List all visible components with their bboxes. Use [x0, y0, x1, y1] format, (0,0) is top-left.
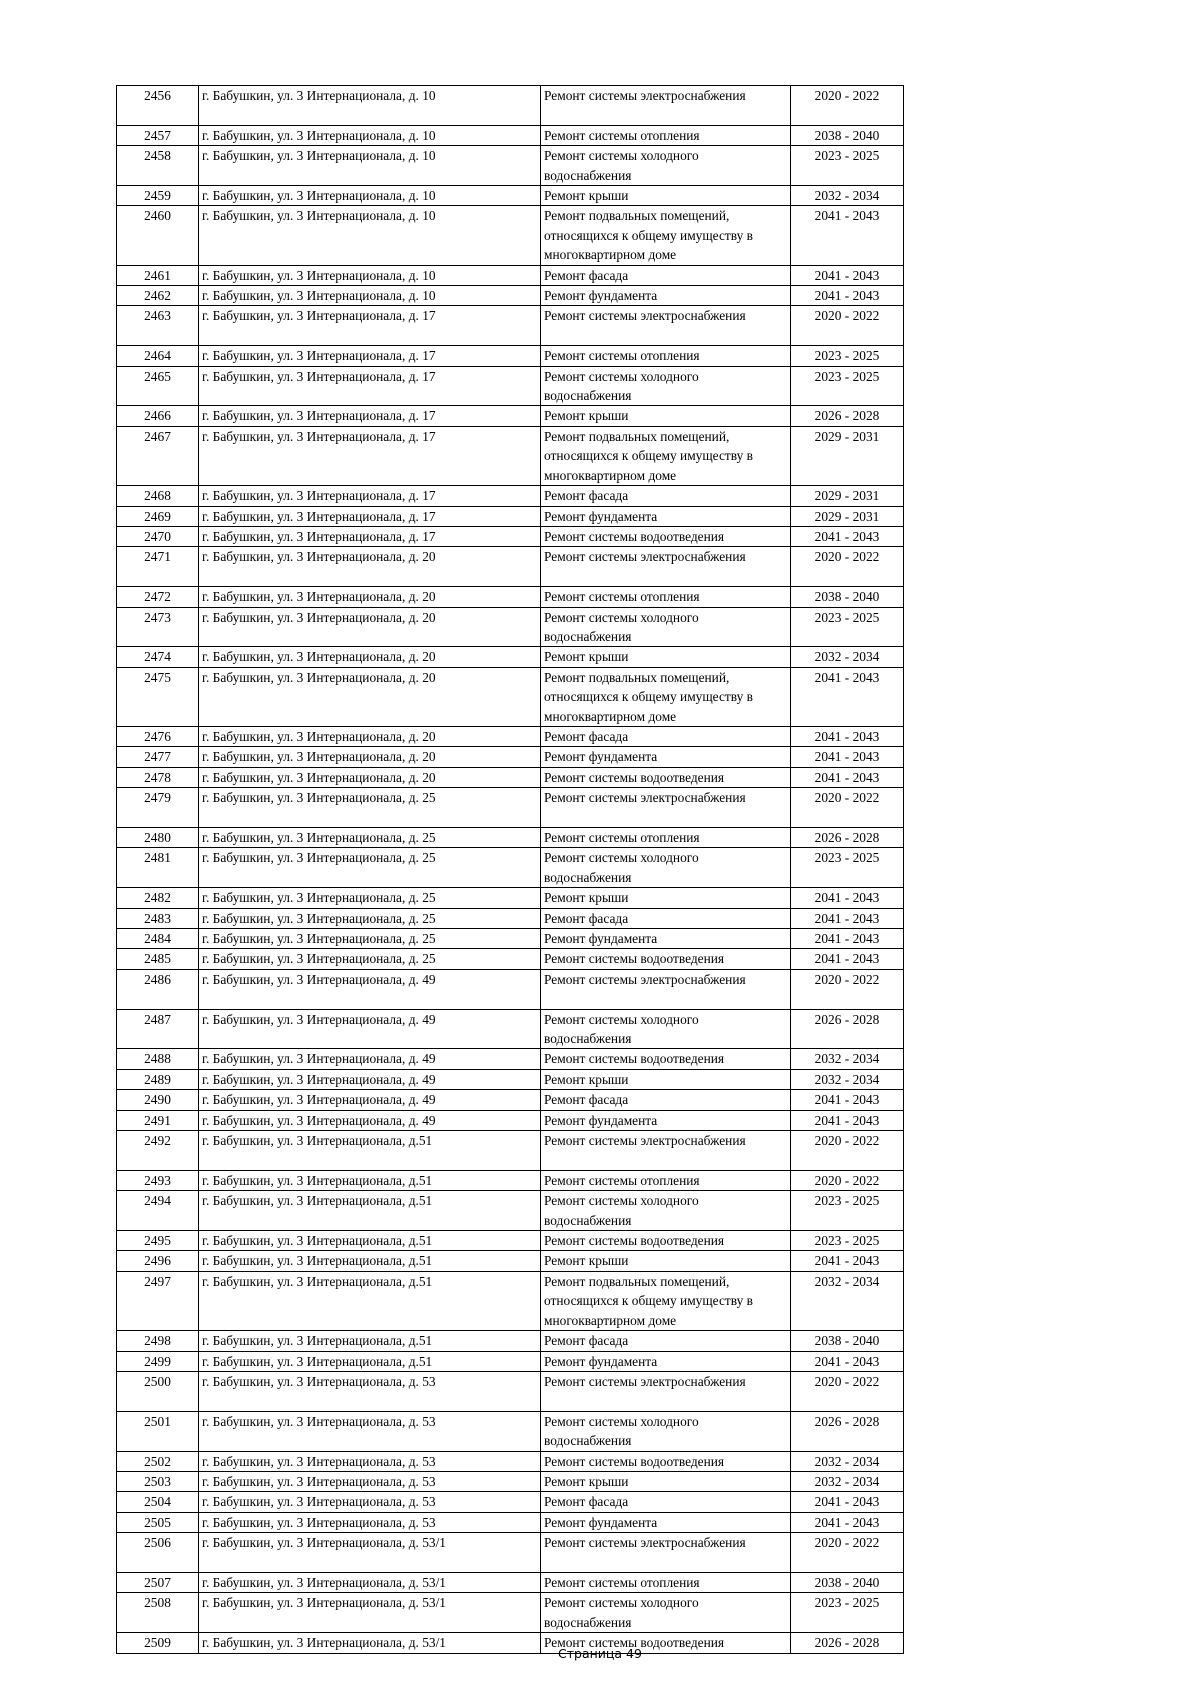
period-cell: 2023 - 2025 — [791, 346, 904, 366]
work-type-cell: Ремонт фасада — [541, 908, 791, 928]
work-type-cell: Ремонт системы отопления — [541, 827, 791, 847]
table-row — [117, 1251, 904, 1271]
address-cell: г. Бабушкин, ул. 3 Интернационала, д. 17 — [199, 346, 541, 366]
row-number-cell: 2476 — [117, 726, 199, 746]
address-cell: г. Бабушкин, ул. 3 Интернационала, д. 25 — [199, 827, 541, 847]
address-cell: г. Бабушкин, ул. 3 Интернационала, д. 10 — [199, 265, 541, 285]
work-type-cell: Ремонт системы холодного водоснабжения — [541, 607, 791, 647]
period-cell: 2041 - 2043 — [791, 265, 904, 285]
address-cell: г. Бабушкин, ул. 3 Интернационала, д. 25 — [199, 848, 541, 888]
address-cell: г. Бабушкин, ул. 3 Интернационала, д. 53/1 — [199, 1533, 541, 1573]
row-number-cell: 2480 — [117, 827, 199, 847]
table-row — [117, 286, 904, 306]
address-cell: г. Бабушкин, ул. 3 Интернационала, д. 17 — [199, 406, 541, 426]
period-cell: 2041 - 2043 — [791, 888, 904, 908]
address-cell: г. Бабушкин, ул. 3 Интернационала, д. 53/1 — [199, 1593, 541, 1633]
table-row — [117, 1191, 904, 1231]
work-type-cell: Ремонт системы электроснабжения — [541, 1371, 791, 1411]
period-cell: 2026 - 2028 — [791, 406, 904, 426]
row-number-cell: 2490 — [117, 1090, 199, 1110]
row-number-cell: 2471 — [117, 547, 199, 587]
period-cell: 2026 - 2028 — [791, 1009, 904, 1049]
address-cell: г. Бабушкин, ул. 3 Интернационала, д. 10 — [199, 146, 541, 186]
period-cell: 2020 - 2022 — [791, 306, 904, 346]
address-cell: г. Бабушкин, ул. 3 Интернационала, д. 49 — [199, 1009, 541, 1049]
period-cell: 2020 - 2022 — [791, 788, 904, 828]
row-number-cell: 2468 — [117, 486, 199, 506]
period-cell: 2041 - 2043 — [791, 726, 904, 746]
row-number-cell: 2508 — [117, 1593, 199, 1633]
row-number-cell: 2457 — [117, 125, 199, 145]
work-type-cell: Ремонт крыши — [541, 647, 791, 667]
table-row — [117, 667, 904, 726]
address-cell: г. Бабушкин, ул. 3 Интернационала, д. 10 — [199, 86, 541, 126]
work-type-cell: Ремонт фундамента — [541, 1110, 791, 1130]
work-type-cell: Ремонт системы водоотведения — [541, 526, 791, 546]
work-type-cell: Ремонт системы холодного водоснабжения — [541, 1411, 791, 1451]
table-row — [117, 1512, 904, 1532]
row-number-cell: 2481 — [117, 848, 199, 888]
table-row — [117, 366, 904, 406]
work-type-cell: Ремонт системы холодного водоснабжения — [541, 1593, 791, 1633]
row-number-cell: 2479 — [117, 788, 199, 828]
period-cell: 2020 - 2022 — [791, 1371, 904, 1411]
work-type-cell: Ремонт фасада — [541, 1331, 791, 1351]
work-type-cell: Ремонт фундамента — [541, 1351, 791, 1371]
row-number-cell: 2491 — [117, 1110, 199, 1130]
period-cell: 2032 - 2034 — [791, 1471, 904, 1491]
table-row — [117, 486, 904, 506]
period-cell: 2020 - 2022 — [791, 1533, 904, 1573]
row-number-cell: 2482 — [117, 888, 199, 908]
work-type-cell: Ремонт крыши — [541, 1471, 791, 1491]
table-row — [117, 767, 904, 787]
address-cell: г. Бабушкин, ул. 3 Интернационала, д.51 — [199, 1170, 541, 1190]
row-number-cell: 2505 — [117, 1512, 199, 1532]
address-cell: г. Бабушкин, ул. 3 Интернационала, д.51 — [199, 1191, 541, 1231]
address-cell: г. Бабушкин, ул. 3 Интернационала, д. 53 — [199, 1492, 541, 1512]
period-cell: 2041 - 2043 — [791, 1351, 904, 1371]
table-row — [117, 125, 904, 145]
period-cell: 2026 - 2028 — [791, 1633, 904, 1653]
work-type-cell: Ремонт крыши — [541, 888, 791, 908]
table-row — [117, 1331, 904, 1351]
period-cell: 2026 - 2028 — [791, 1411, 904, 1451]
work-type-cell: Ремонт системы холодного водоснабжения — [541, 146, 791, 186]
period-cell: 2032 - 2034 — [791, 1069, 904, 1089]
work-type-cell: Ремонт фундамента — [541, 286, 791, 306]
row-number-cell: 2489 — [117, 1069, 199, 1089]
table-row — [117, 647, 904, 667]
period-cell: 2041 - 2043 — [791, 1251, 904, 1271]
address-cell: г. Бабушкин, ул. 3 Интернационала, д. 20 — [199, 547, 541, 587]
address-cell: г. Бабушкин, ул. 3 Интернационала, д.51 — [199, 1231, 541, 1251]
period-cell: 2038 - 2040 — [791, 125, 904, 145]
row-number-cell: 2500 — [117, 1371, 199, 1411]
row-number-cell: 2459 — [117, 186, 199, 206]
work-type-cell: Ремонт крыши — [541, 406, 791, 426]
table-row — [117, 607, 904, 647]
address-cell: г. Бабушкин, ул. 3 Интернационала, д.51 — [199, 1131, 541, 1171]
table-row — [117, 346, 904, 366]
row-number-cell: 2498 — [117, 1331, 199, 1351]
period-cell: 2029 - 2031 — [791, 506, 904, 526]
period-cell: 2041 - 2043 — [791, 908, 904, 928]
table-row — [117, 949, 904, 969]
period-cell: 2041 - 2043 — [791, 1090, 904, 1110]
period-cell: 2032 - 2034 — [791, 1451, 904, 1471]
address-cell: г. Бабушкин, ул. 3 Интернационала, д. 53/1 — [199, 1633, 541, 1653]
work-type-cell: Ремонт фасада — [541, 1492, 791, 1512]
address-cell: г. Бабушкин, ул. 3 Интернационала, д. 20 — [199, 726, 541, 746]
address-cell: г. Бабушкин, ул. 3 Интернационала, д. 10 — [199, 286, 541, 306]
address-cell: г. Бабушкин, ул. 3 Интернационала, д. 17 — [199, 526, 541, 546]
work-type-cell: Ремонт системы холодного водоснабжения — [541, 366, 791, 406]
address-cell: г. Бабушкин, ул. 3 Интернационала, д. 20 — [199, 647, 541, 667]
work-type-cell: Ремонт системы электроснабжения — [541, 306, 791, 346]
row-number-cell: 2460 — [117, 206, 199, 265]
address-cell: г. Бабушкин, ул. 3 Интернационала, д. 10 — [199, 125, 541, 145]
period-cell: 2020 - 2022 — [791, 969, 904, 1009]
row-number-cell: 2486 — [117, 969, 199, 1009]
table-row — [117, 1231, 904, 1251]
work-type-cell: Ремонт крыши — [541, 1251, 791, 1271]
work-type-cell: Ремонт системы холодного водоснабжения — [541, 1009, 791, 1049]
work-type-cell: Ремонт системы водоотведения — [541, 1231, 791, 1251]
row-number-cell: 2483 — [117, 908, 199, 928]
period-cell: 2026 - 2028 — [791, 827, 904, 847]
address-cell: г. Бабушкин, ул. 3 Интернационала, д. 25 — [199, 949, 541, 969]
row-number-cell: 2497 — [117, 1271, 199, 1330]
work-type-cell: Ремонт системы отопления — [541, 346, 791, 366]
work-type-cell: Ремонт системы электроснабжения — [541, 547, 791, 587]
period-cell: 2041 - 2043 — [791, 767, 904, 787]
period-cell: 2041 - 2043 — [791, 929, 904, 949]
work-type-cell: Ремонт системы отопления — [541, 587, 791, 607]
address-cell: г. Бабушкин, ул. 3 Интернационала, д. 17 — [199, 366, 541, 406]
work-type-cell: Ремонт подвальных помещений, относящихся к общему имуществу в многоквартирном доме — [541, 206, 791, 265]
row-number-cell: 2456 — [117, 86, 199, 126]
address-cell: г. Бабушкин, ул. 3 Интернационала, д. 53 — [199, 1451, 541, 1471]
period-cell: 2023 - 2025 — [791, 1593, 904, 1633]
address-cell: г. Бабушкин, ул. 3 Интернационала, д. 20 — [199, 607, 541, 647]
table-row — [117, 848, 904, 888]
table-row — [117, 1170, 904, 1190]
row-number-cell: 2463 — [117, 306, 199, 346]
table-row — [117, 888, 904, 908]
row-number-cell: 2465 — [117, 366, 199, 406]
address-cell: г. Бабушкин, ул. 3 Интернационала, д. 25 — [199, 908, 541, 928]
work-type-cell: Ремонт крыши — [541, 186, 791, 206]
table-row — [117, 1009, 904, 1049]
address-cell: г. Бабушкин, ул. 3 Интернационала, д. 49 — [199, 969, 541, 1009]
row-number-cell: 2478 — [117, 767, 199, 787]
table-row — [117, 406, 904, 426]
work-type-cell: Ремонт системы электроснабжения — [541, 969, 791, 1009]
period-cell: 2041 - 2043 — [791, 206, 904, 265]
address-cell: г. Бабушкин, ул. 3 Интернационала, д. 53 — [199, 1471, 541, 1491]
period-cell: 2038 - 2040 — [791, 1331, 904, 1351]
table-row — [117, 1533, 904, 1573]
row-number-cell: 2507 — [117, 1572, 199, 1592]
row-number-cell: 2488 — [117, 1049, 199, 1069]
row-number-cell: 2474 — [117, 647, 199, 667]
address-cell: г. Бабушкин, ул. 3 Интернационала, д. 49 — [199, 1110, 541, 1130]
period-cell: 2023 - 2025 — [791, 146, 904, 186]
table-row — [117, 146, 904, 186]
work-type-cell: Ремонт системы отопления — [541, 125, 791, 145]
address-cell: г. Бабушкин, ул. 3 Интернационала, д. 25 — [199, 929, 541, 949]
table-row — [117, 426, 904, 485]
period-cell: 2023 - 2025 — [791, 607, 904, 647]
address-cell: г. Бабушкин, ул. 3 Интернационала, д. 17 — [199, 306, 541, 346]
table-row — [117, 908, 904, 928]
address-cell: г. Бабушкин, ул. 3 Интернационала, д. 20 — [199, 667, 541, 726]
work-type-cell: Ремонт системы водоотведения — [541, 949, 791, 969]
table-row — [117, 1471, 904, 1491]
table-row — [117, 1572, 904, 1592]
table-row — [117, 1451, 904, 1471]
address-cell: г. Бабушкин, ул. 3 Интернационала, д. 25 — [199, 888, 541, 908]
table-row — [117, 1351, 904, 1371]
period-cell: 2023 - 2025 — [791, 1191, 904, 1231]
period-cell: 2020 - 2022 — [791, 1170, 904, 1190]
address-cell: г. Бабушкин, ул. 3 Интернационала, д.51 — [199, 1251, 541, 1271]
row-number-cell: 2467 — [117, 426, 199, 485]
period-cell: 2032 - 2034 — [791, 186, 904, 206]
page-number-label: Страница 49 — [558, 1646, 642, 1661]
address-cell: г. Бабушкин, ул. 3 Интернационала, д. 17 — [199, 426, 541, 485]
table-row — [117, 1090, 904, 1110]
table-row — [117, 1371, 904, 1411]
work-type-cell: Ремонт фундамента — [541, 929, 791, 949]
address-cell: г. Бабушкин, ул. 3 Интернационала, д. 53 — [199, 1512, 541, 1532]
repair-schedule-table — [116, 85, 904, 1654]
period-cell: 2041 - 2043 — [791, 286, 904, 306]
table-row — [117, 929, 904, 949]
address-cell: г. Бабушкин, ул. 3 Интернационала, д. 10 — [199, 186, 541, 206]
period-cell: 2041 - 2043 — [791, 526, 904, 546]
table-row — [117, 306, 904, 346]
table-row — [117, 506, 904, 526]
address-cell: г. Бабушкин, ул. 3 Интернационала, д. 49 — [199, 1090, 541, 1110]
row-number-cell: 2499 — [117, 1351, 199, 1371]
work-type-cell: Ремонт крыши — [541, 1069, 791, 1089]
address-cell: г. Бабушкин, ул. 3 Интернационала, д. 49 — [199, 1069, 541, 1089]
row-number-cell: 2475 — [117, 667, 199, 726]
table-body — [117, 86, 904, 1654]
table-row — [117, 587, 904, 607]
table-row — [117, 86, 904, 126]
table-row — [117, 206, 904, 265]
page-footer — [0, 1646, 1200, 1661]
period-cell: 2029 - 2031 — [791, 486, 904, 506]
work-type-cell: Ремонт системы холодного водоснабжения — [541, 1191, 791, 1231]
address-cell: г. Бабушкин, ул. 3 Интернационала, д.51 — [199, 1351, 541, 1371]
period-cell: 2041 - 2043 — [791, 949, 904, 969]
table-row — [117, 747, 904, 767]
row-number-cell: 2509 — [117, 1633, 199, 1653]
work-type-cell: Ремонт подвальных помещений, относящихся к общему имуществу в многоквартирном доме — [541, 667, 791, 726]
work-type-cell: Ремонт системы электроснабжения — [541, 788, 791, 828]
address-cell: г. Бабушкин, ул. 3 Интернационала, д. 53 — [199, 1371, 541, 1411]
work-type-cell: Ремонт системы электроснабжения — [541, 1533, 791, 1573]
table-row — [117, 788, 904, 828]
work-type-cell: Ремонт фасада — [541, 726, 791, 746]
work-type-cell: Ремонт системы электроснабжения — [541, 1131, 791, 1171]
address-cell: г. Бабушкин, ул. 3 Интернационала, д. 20 — [199, 767, 541, 787]
row-number-cell: 2501 — [117, 1411, 199, 1451]
table-row — [117, 1131, 904, 1171]
row-number-cell: 2503 — [117, 1471, 199, 1491]
work-type-cell: Ремонт системы отопления — [541, 1572, 791, 1592]
period-cell: 2032 - 2034 — [791, 1049, 904, 1069]
row-number-cell: 2484 — [117, 929, 199, 949]
table-row — [117, 969, 904, 1009]
address-cell: г. Бабушкин, ул. 3 Интернационала, д. 17 — [199, 506, 541, 526]
row-number-cell: 2466 — [117, 406, 199, 426]
row-number-cell: 2469 — [117, 506, 199, 526]
address-cell: г. Бабушкин, ул. 3 Интернационала, д. 20 — [199, 587, 541, 607]
row-number-cell: 2487 — [117, 1009, 199, 1049]
period-cell: 2038 - 2040 — [791, 1572, 904, 1592]
address-cell: г. Бабушкин, ул. 3 Интернационала, д. 17 — [199, 486, 541, 506]
table-row — [117, 265, 904, 285]
row-number-cell: 2506 — [117, 1533, 199, 1573]
work-type-cell: Ремонт фасада — [541, 1090, 791, 1110]
address-cell: г. Бабушкин, ул. 3 Интернационала, д. 49 — [199, 1049, 541, 1069]
table-row — [117, 186, 904, 206]
table-row — [117, 526, 904, 546]
table-row — [117, 1271, 904, 1330]
table-row — [117, 1593, 904, 1633]
address-cell: г. Бабушкин, ул. 3 Интернационала, д.51 — [199, 1331, 541, 1351]
table-row — [117, 1492, 904, 1512]
work-type-cell: Ремонт фасада — [541, 486, 791, 506]
work-type-cell: Ремонт системы водоотведения — [541, 1633, 791, 1653]
table-row — [117, 547, 904, 587]
period-cell: 2020 - 2022 — [791, 86, 904, 126]
address-cell: г. Бабушкин, ул. 3 Интернационала, д.51 — [199, 1271, 541, 1330]
period-cell: 2029 - 2031 — [791, 426, 904, 485]
work-type-cell: Ремонт фасада — [541, 265, 791, 285]
table-row — [117, 1069, 904, 1089]
work-type-cell: Ремонт фундамента — [541, 1512, 791, 1532]
work-type-cell: Ремонт системы электроснабжения — [541, 86, 791, 126]
work-type-cell: Ремонт фундамента — [541, 506, 791, 526]
row-number-cell: 2493 — [117, 1170, 199, 1190]
address-cell: г. Бабушкин, ул. 3 Интернационала, д. 53 — [199, 1411, 541, 1451]
table-row — [117, 1110, 904, 1130]
address-cell: г. Бабушкин, ул. 3 Интернационала, д. 25 — [199, 788, 541, 828]
row-number-cell: 2470 — [117, 526, 199, 546]
row-number-cell: 2461 — [117, 265, 199, 285]
address-cell: г. Бабушкин, ул. 3 Интернационала, д. 53/1 — [199, 1572, 541, 1592]
period-cell: 2020 - 2022 — [791, 1131, 904, 1171]
address-cell: г. Бабушкин, ул. 3 Интернационала, д. 10 — [199, 206, 541, 265]
row-number-cell: 2464 — [117, 346, 199, 366]
period-cell: 2041 - 2043 — [791, 1492, 904, 1512]
work-type-cell: Ремонт фундамента — [541, 747, 791, 767]
row-number-cell: 2492 — [117, 1131, 199, 1171]
work-type-cell: Ремонт системы отопления — [541, 1170, 791, 1190]
row-number-cell: 2473 — [117, 607, 199, 647]
period-cell: 2041 - 2043 — [791, 747, 904, 767]
row-number-cell: 2472 — [117, 587, 199, 607]
period-cell: 2038 - 2040 — [791, 587, 904, 607]
row-number-cell: 2458 — [117, 146, 199, 186]
period-cell: 2020 - 2022 — [791, 547, 904, 587]
row-number-cell: 2477 — [117, 747, 199, 767]
work-type-cell: Ремонт системы водоотведения — [541, 1049, 791, 1069]
work-type-cell: Ремонт системы водоотведения — [541, 1451, 791, 1471]
work-type-cell: Ремонт системы водоотведения — [541, 767, 791, 787]
period-cell: 2023 - 2025 — [791, 366, 904, 406]
period-cell: 2041 - 2043 — [791, 1110, 904, 1130]
row-number-cell: 2504 — [117, 1492, 199, 1512]
period-cell: 2041 - 2043 — [791, 1512, 904, 1532]
row-number-cell: 2502 — [117, 1451, 199, 1471]
table-row — [117, 726, 904, 746]
period-cell: 2032 - 2034 — [791, 1271, 904, 1330]
work-type-cell: Ремонт подвальных помещений, относящихся к общему имуществу в многоквартирном доме — [541, 426, 791, 485]
period-cell: 2032 - 2034 — [791, 647, 904, 667]
work-type-cell: Ремонт системы холодного водоснабжения — [541, 848, 791, 888]
row-number-cell: 2485 — [117, 949, 199, 969]
address-cell: г. Бабушкин, ул. 3 Интернационала, д. 20 — [199, 747, 541, 767]
row-number-cell: 2496 — [117, 1251, 199, 1271]
period-cell: 2023 - 2025 — [791, 1231, 904, 1251]
table-row — [117, 1411, 904, 1451]
row-number-cell: 2495 — [117, 1231, 199, 1251]
period-cell: 2023 - 2025 — [791, 848, 904, 888]
table-row — [117, 1049, 904, 1069]
table-row — [117, 827, 904, 847]
row-number-cell: 2494 — [117, 1191, 199, 1231]
row-number-cell: 2462 — [117, 286, 199, 306]
work-type-cell: Ремонт подвальных помещений, относящихся к общему имуществу в многоквартирном доме — [541, 1271, 791, 1330]
period-cell: 2041 - 2043 — [791, 667, 904, 726]
